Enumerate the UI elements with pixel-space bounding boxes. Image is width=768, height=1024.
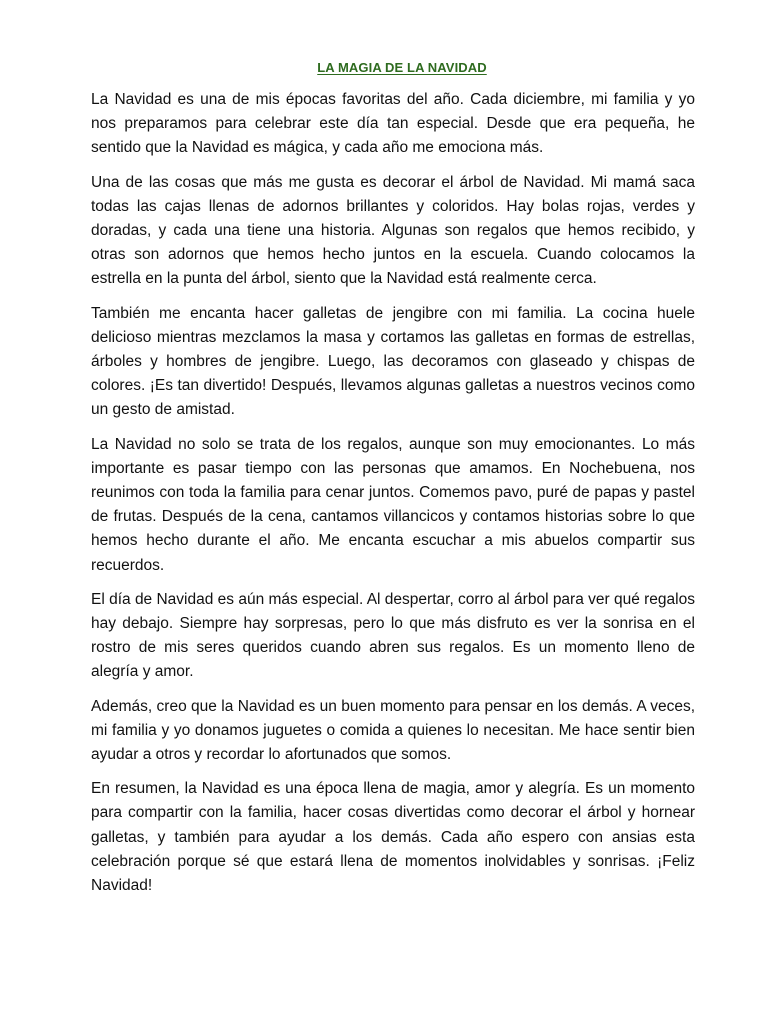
paragraph-christmas-eve: La Navidad no solo se trata de los regalos, aunque son muy emocionantes. Lo más importante es pasar tiempo con las personas que amamos. En Nochebuena, nos reunimos con toda la familia para cenar juntos. Comemos pavo, puré de papas y pastel de frutas. Después de la cena, cantamos villancicos y contamos historias sobre lo que hemos hecho durante el año. Me encanta escuchar a mis abuelos compartir sus recuerdos. [91,435,695,574]
paragraph-conclusion: En resumen, la Navidad es una época llena de magia, amor y alegría. Es un momento para compartir con la familia, hacer cosas divertidas como decorar el árbol y hornear galletas, y también para ayudar a los demás. Cada año espero con ansias esta celebración porque sé que estará llena de momentos inolvidables y sonrisas. ¡Feliz Navidad! [91,780,695,895]
document-title: LA MAGIA DE LA NAVIDAD [317,60,487,75]
document-body [91,88,695,908]
paragraph-christmas-day: El día de Navidad es aún más especial. Al despertar, corro al árbol para ver qué regalos hay debajo. Siempre hay sorpresas, pero lo que más disfruto es ver la sonrisa en el rostro de mis seres queridos cuando abren sus regalos. Es un momento lleno de alegría y amor. [91,590,695,681]
paragraph-tree-decorating: Una de las cosas que más me gusta es decorar el árbol de Navidad. Mi mamá saca todas las cajas llenas de adornos brillantes y coloridos. Hay bolas rojas, verdes y doradas, y cada una tiene una historia. Algunas son regalos que hemos recibido, y otras son adornos que hemos hecho juntos en la escuela. Cuando colocamos la estrella en la punta del árbol, siento que la Navidad está realmente cerca. [91,173,695,288]
paragraph-helping-others: Además, creo que la Navidad es un buen momento para pensar en los demás. A veces, mi familia y yo donamos juguetes o comida a quienes lo necesitan. Me hace sentir bien ayudar a otros y recordar lo afortunados que somos. [91,697,695,764]
paragraph-gingerbread-cookies: También me encanta hacer galletas de jengibre con mi familia. La cocina huele delicioso mientras mezclamos la masa y cortamos las galletas en formas de estrellas, árboles y hombres de jengibre. Luego, las decoramos con glaseado y chispas de colores. ¡Es tan divertido! Después, llevamos algunas galletas a nuestros vecinos como un gesto de amistad. [91,304,695,419]
paragraph-intro: La Navidad es una de mis épocas favoritas del año. Cada diciembre, mi familia y yo nos preparamos para celebrar este día tan especial. Desde que era pequeña, he sentido que la Navidad es mágica, y cada año me emociona más. [91,91,695,157]
